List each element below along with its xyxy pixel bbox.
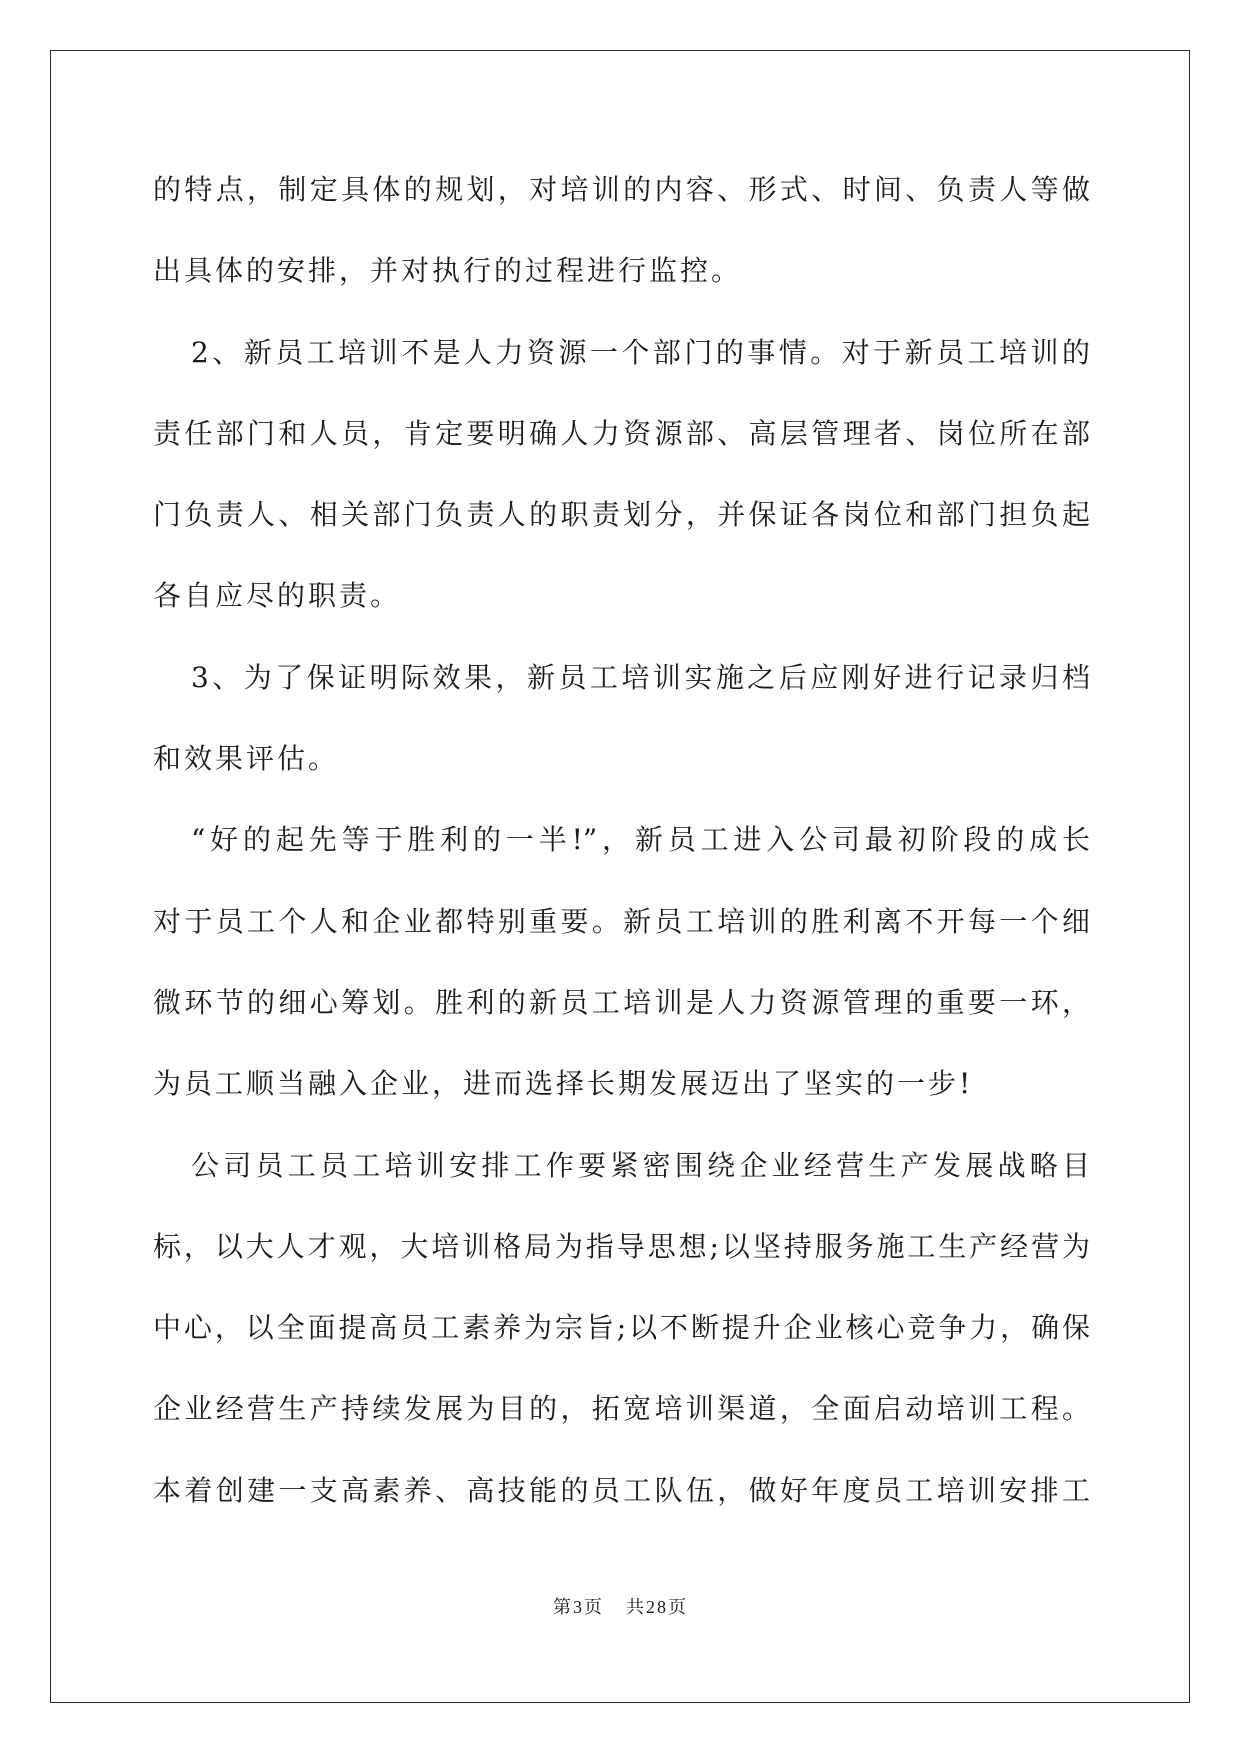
text-line: “好的起先等于胜利的一半!”，新员工进入公司最初阶段的成长 — [191, 823, 1090, 857]
paragraph — [153, 1125, 1090, 1531]
page-footer — [0, 1594, 1241, 1620]
text-line: 本着创建一支高素养、高技能的员工队伍，做好年度员工培训安排工 — [153, 1473, 1090, 1507]
text-line: 3、为了保证明际效果，新员工培训实施之后应刚好进行记录归档 — [191, 660, 1090, 694]
paragraph — [153, 149, 1090, 312]
text-line: 为员工顺当融入企业，进而选择长期发展迈出了坚实的一步! — [153, 1067, 974, 1101]
text-line: 2、新员工培训不是人力资源一个部门的事情。对于新员工培训的 — [191, 335, 1090, 369]
text-line: 门负责人、相关部门负责人的职责划分，并保证各岗位和部门担负起 — [153, 498, 1090, 532]
text-line: 中心，以全面提高员工素养为宗旨;以不断提升企业核心竞争力，确保 — [153, 1311, 1090, 1345]
text-line: 和效果评估。 — [153, 742, 340, 776]
total-pages-label: 共28页 — [626, 1597, 688, 1617]
text-line: 的特点，制定具体的规划，对培训的内容、形式、时间、负责人等做 — [153, 173, 1090, 206]
text-line: 企业经营生产持续发展为目的，拓宽培训渠道，全面启动培训工程。 — [153, 1392, 1090, 1426]
text-line: 对于员工个人和企业都特别重要。新员工培训的胜利离不开每一个细 — [153, 904, 1090, 938]
text-line: 各自应尽的职责。 — [153, 579, 402, 613]
page-number-label: 第3页 — [553, 1597, 604, 1617]
text-line: 出具体的安排，并对执行的过程进行监控。 — [153, 254, 743, 288]
text-line: 微环节的细心筹划。胜利的新员工培训是人力资源管理的重要一环， — [153, 985, 1090, 1019]
text-line: 责任部门和人员，肯定要明确人力资源部、高层管理者、岗位所在部 — [153, 416, 1090, 450]
text-line: 标，以大人才观，大培训格局为指导思想;以坚持服务施工生产经营为 — [153, 1229, 1090, 1263]
paragraph — [153, 799, 1090, 1124]
paragraph — [153, 312, 1090, 637]
paragraph — [153, 637, 1090, 800]
text-line: 公司员工员工培训安排工作要紧密围绕企业经营生产发展战略目 — [191, 1148, 1090, 1182]
document-body — [153, 149, 1090, 1531]
